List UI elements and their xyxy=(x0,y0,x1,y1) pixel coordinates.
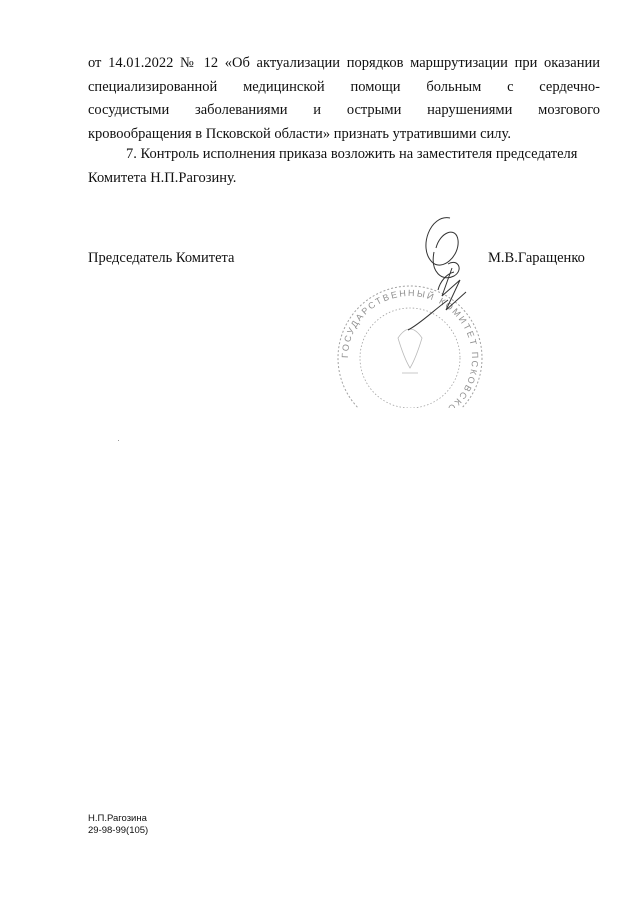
paragraph-control xyxy=(88,143,600,190)
text-line: кровообращения в Псковской области» признать утратившими силу. xyxy=(88,125,511,142)
paragraph-repeal xyxy=(88,52,600,146)
text-line: Комитета Н.П.Рагозину. xyxy=(88,169,237,186)
executor-info xyxy=(88,813,148,837)
signatory-title: Председатель Комитета xyxy=(88,250,235,266)
executor-name: Н.П.Рагозина xyxy=(88,813,147,824)
text-line: 7. Контроль исполнения приказа возложить на заместителя председателя xyxy=(126,146,578,162)
executor-phone: 29-98-99(105) xyxy=(88,825,149,836)
official-stamp xyxy=(330,208,490,408)
stamp-ring-text: ГОСУДАРСТВЕННЫЙ КОМИТЕТ ПСКОВСК xyxy=(339,287,481,408)
text-line: сосудистыми заболеваниями и острыми нарушениями мозгового xyxy=(88,102,600,118)
text-line: от 14.01.2022 № 12 «Об актуализации порядков маршрутизации при оказании xyxy=(88,55,600,71)
signatory-name: М.В.Гаращенко xyxy=(488,250,585,266)
stray-mark xyxy=(118,440,119,441)
text-line: специализированной медицинской помощи больным с сердечно- xyxy=(88,78,600,95)
